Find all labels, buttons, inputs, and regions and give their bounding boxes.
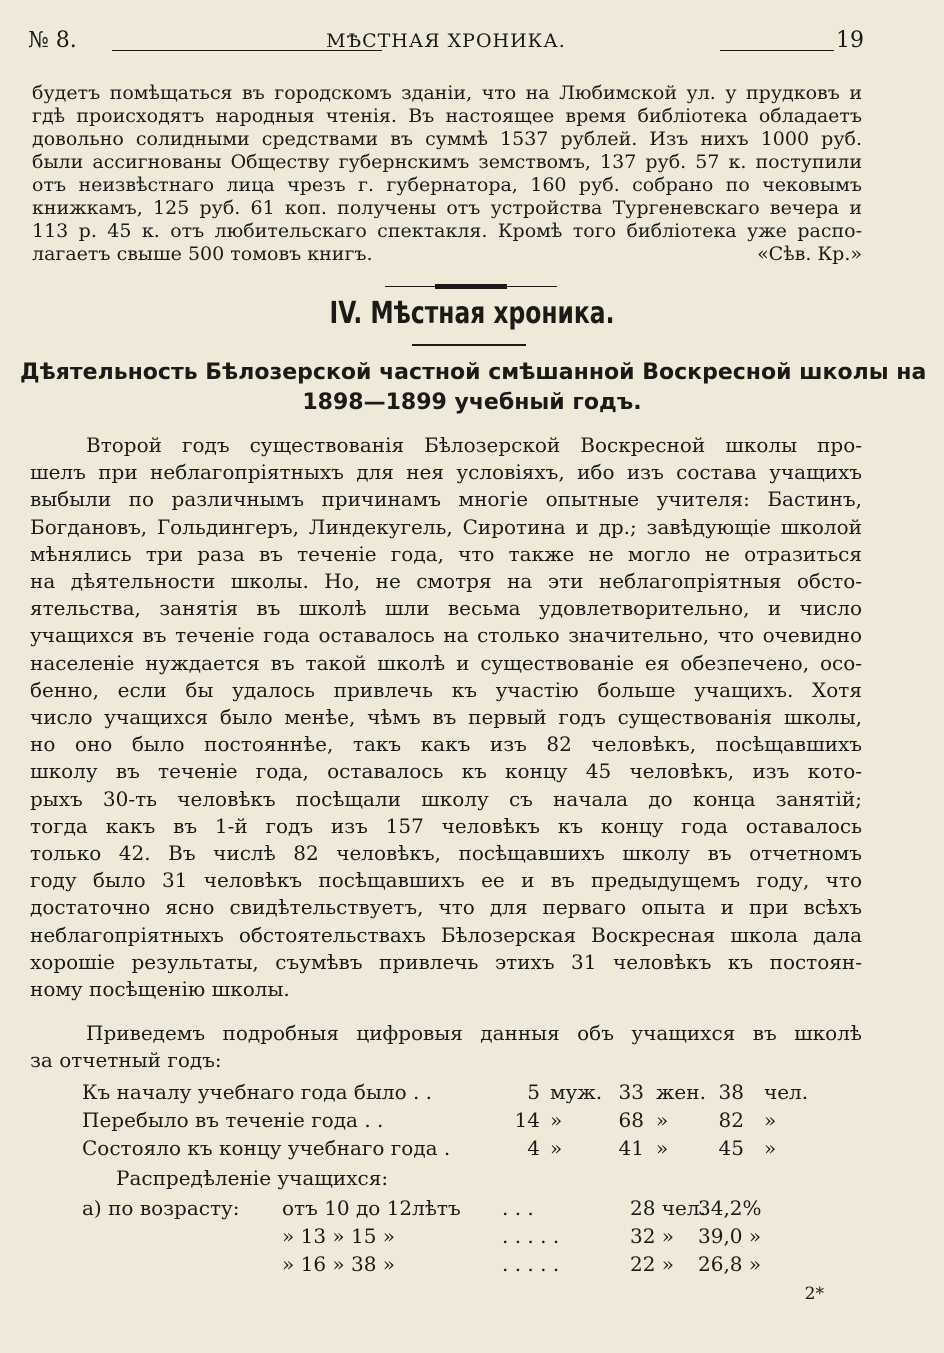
age-range: » 13 » 15 »	[282, 1224, 396, 1248]
text-line: году было 31 человѣкъ посѣщавшихъ ее и въ предыдущемъ году, что	[30, 868, 862, 893]
female-unit: жен.	[656, 1080, 706, 1104]
age-range: » 16 » 38 »	[282, 1252, 396, 1276]
student-count: 32 »	[630, 1224, 675, 1248]
text-line: 113 р. 45 к. отъ любительскаго спектакля. Кромѣ того библіотека уже распо-	[32, 220, 862, 242]
female-count: 33	[618, 1080, 644, 1104]
article-title-line-2: 1898—1899 учебный годъ.	[302, 390, 642, 415]
text-line: Богдановъ, Гольдингеръ, Линдекугель, Сиротина и др.; завѣдующіе школой	[30, 514, 862, 539]
library-paragraph	[32, 82, 862, 266]
article-title	[20, 358, 927, 418]
article-title-line-1: Дѣятельность Бѣлозерской частной смѣшанной Воскресной школы на	[20, 360, 927, 385]
text-line: бенно, если бы удалось привлечь къ участію больше учащихъ. Хотя	[30, 677, 862, 702]
text-line: достаточно ясно свидѣтельствуетъ, что для перваго опыта и при всѣхъ	[30, 895, 862, 920]
total-count: 45	[718, 1136, 744, 1160]
text-line: только 42. Въ числѣ 82 человѣкъ, посѣщавшихъ школу въ отчетномъ	[30, 841, 862, 866]
leader-dots: . . .	[502, 1196, 534, 1220]
percentage: 34,2%	[698, 1196, 762, 1220]
text-line: учащихся въ теченіе года оставалось на столько значительно, что очевидно	[30, 623, 862, 648]
distribution-heading: Распредѣленіе учащихся:	[116, 1166, 389, 1190]
article-body	[30, 432, 862, 1003]
female-count: 68	[618, 1108, 644, 1132]
table-row	[82, 1080, 822, 1108]
student-count: 22 »	[630, 1252, 675, 1276]
row-label: Состояло къ концу учебнаго года .	[82, 1136, 451, 1160]
age-range: отъ 10 до 12лѣтъ	[282, 1196, 461, 1220]
source-citation: «Сѣв. Кр.»	[757, 243, 862, 265]
percentage: 39,0 »	[698, 1224, 762, 1248]
leader-dots: . . . . .	[502, 1224, 560, 1248]
percentage: 26,8 »	[698, 1252, 762, 1276]
total-unit: »	[764, 1136, 777, 1160]
table-row	[82, 1224, 822, 1252]
text-line: тогда какъ въ 1-й годъ изъ 157 человѣкъ къ концу года оставалось	[30, 813, 862, 838]
row-lead: а) по возрасту:	[82, 1196, 240, 1220]
female-unit: »	[656, 1108, 669, 1132]
total-count: 38	[718, 1080, 744, 1104]
text-line: рыхъ 30-ть человѣкъ посѣщали школу съ начала до конца занятій;	[30, 786, 862, 811]
text-line: довольно солидными средствами въ суммѣ 1537 рублей. Изъ нихъ 1000 руб.	[32, 128, 862, 150]
text-line: школу въ теченіе года, оставалось къ концу 45 человѣкъ, изъ кото-	[30, 759, 862, 784]
enrollment-table	[82, 1080, 822, 1164]
issue-number: № 8.	[28, 28, 77, 53]
female-unit: »	[656, 1136, 669, 1160]
section-title-rule	[412, 344, 526, 346]
text-line: мѣнялись три раза въ теченіе года, что также не могло не отразиться	[30, 541, 862, 566]
leader-dots: . . . . .	[502, 1252, 560, 1276]
text-line: Приведемъ подробныя цифровыя данныя объ учащихся въ школѣ	[86, 1021, 862, 1045]
text-line: за отчетный годъ:	[30, 1048, 222, 1072]
text-line: будетъ помѣщаться въ городскомъ зданіи, что на Любимской ул. у прудковъ и	[32, 82, 862, 104]
text-line: на дѣятельности школы. Но, не смотря на эти неблагопріятныя обсто-	[30, 569, 862, 594]
age-distribution	[82, 1166, 822, 1280]
data-intro-paragraph	[30, 1020, 862, 1074]
table-row	[82, 1108, 822, 1136]
table-row	[82, 1136, 822, 1164]
text-line: но оно было постояннѣе, такъ какъ изъ 82 человѣкъ, посѣщавшихъ	[30, 732, 862, 757]
header-rule-right	[720, 50, 834, 51]
section-title: IV. Мѣстная хроника.	[329, 296, 615, 331]
row-label: Перебыло въ теченіе года . .	[82, 1108, 384, 1132]
section-ornament	[385, 284, 557, 290]
text-line: ятельства, занятія въ школѣ шли весьма удовлетворительно, и число	[30, 596, 862, 621]
male-unit: »	[550, 1108, 563, 1132]
text-line: число учащихся было менѣе, чѣмъ въ первый годъ существованія школы,	[30, 705, 862, 730]
printer-signature: 2*	[804, 1284, 824, 1304]
text-line: хорошіе результаты, съумѣвъ привлечь этихъ 31 человѣкъ къ постоян-	[30, 949, 862, 974]
text-line: шелъ при неблагопріятныхъ для нея условіяхъ, ибо изъ состава учащихъ	[30, 460, 862, 485]
total-unit: »	[764, 1108, 777, 1132]
male-unit: »	[550, 1136, 563, 1160]
text-line: неблагопріятныхъ обстоятельствахъ Бѣлозерская Воскресная школа дала	[30, 922, 862, 947]
row-label: Къ началу учебнаго года было . .	[82, 1080, 433, 1104]
male-count: 4	[527, 1136, 540, 1160]
text-line-content: лагаетъ свыше 500 томовъ книгъ.	[32, 243, 373, 265]
page-number: 19	[836, 28, 864, 53]
text-line: выбыли по различнымъ причинамъ многіе опытные учителя: Бастинъ,	[30, 487, 862, 512]
total-count: 82	[718, 1108, 744, 1132]
female-count: 41	[618, 1136, 644, 1160]
student-count: 28 чел.	[630, 1196, 706, 1220]
text-line	[32, 243, 862, 266]
text-line: гдѣ происходятъ народныя чтенія. Въ настоящее время библіотека обладаетъ	[32, 105, 862, 127]
male-unit: муж.	[550, 1080, 603, 1104]
page-header	[28, 28, 864, 56]
text-line: ному посѣщенію школы.	[30, 977, 290, 1002]
male-count: 14	[514, 1108, 540, 1132]
text-line: Второй годъ существованія Бѣлозерской Воскресной школы про-	[86, 433, 862, 457]
table-row	[82, 1252, 822, 1280]
text-line: были ассигнованы Обществу губернскимъ земствомъ, 137 руб. 57 к. поступили	[32, 151, 862, 173]
text-line: отъ неизвѣстнаго лица чрезъ г. губернатора, 160 руб. собрано по чековымъ	[32, 174, 862, 196]
male-count: 5	[527, 1080, 540, 1104]
total-unit: чел.	[764, 1080, 809, 1104]
table-row	[82, 1196, 822, 1224]
text-line: населеніе нуждается въ такой школѣ и существованіе ея обезпечено, осо-	[30, 650, 862, 675]
text-line: книжкамъ, 125 руб. 61 коп. получены отъ устройства Тургеневскаго вечера и	[32, 197, 862, 219]
running-title: МѢСТНАЯ ХРОНИКА.	[326, 30, 566, 52]
ornament-thick-rule	[435, 284, 507, 289]
